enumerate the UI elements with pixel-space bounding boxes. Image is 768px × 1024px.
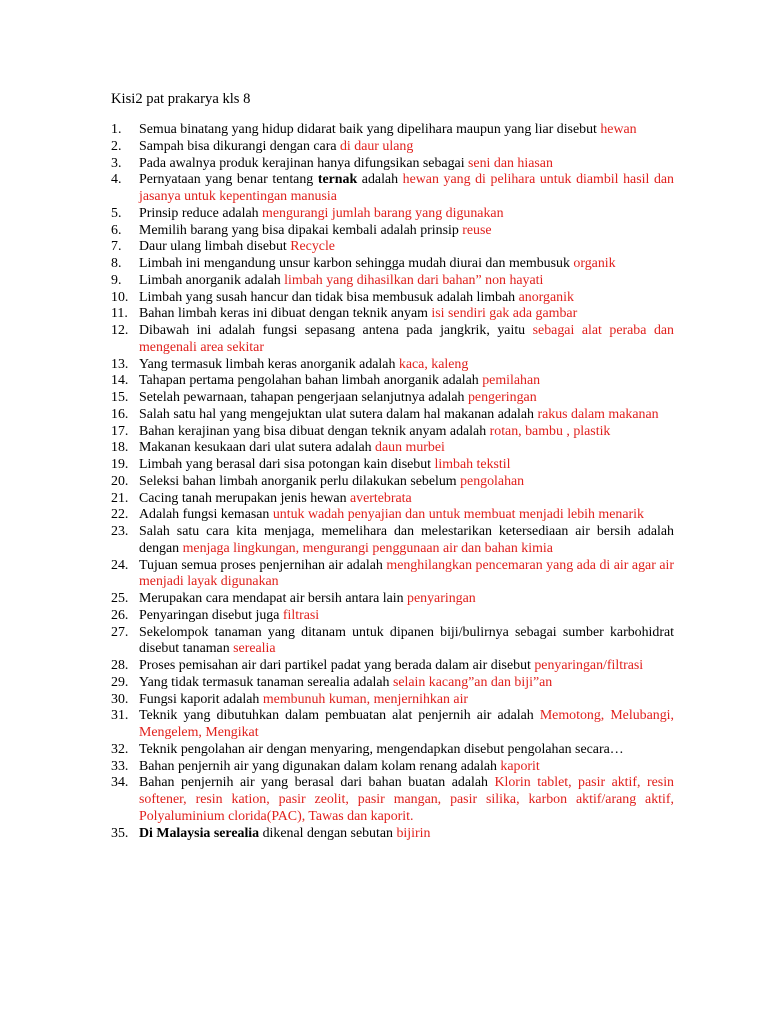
item-number: 5. [111, 205, 122, 221]
answer-text: untuk wadah penyajian dan untuk membuat menjadi lebih menarik [272, 507, 644, 523]
item-number: 19. [111, 457, 129, 472]
question-text: Bahan penjernih air yang berasal dari bahan buatan adalah [139, 775, 495, 791]
list-item [0, 591, 768, 608]
item-number: 25. [111, 591, 129, 606]
item-number: 15. [111, 390, 129, 405]
answer-text: sebagai alat peraba dan mengenali area sekitar [139, 323, 674, 355]
list-item [0, 625, 768, 659]
question-text: Teknik yang dibutuhkan dalam pembuatan alat penjernih air adalah [139, 708, 540, 724]
question-emphasis: ternak [317, 172, 358, 188]
question-text: Limbah yang berasal dari sisa potongan kain disebut [139, 457, 435, 472]
list-item [0, 708, 768, 742]
question-text: Merupakan cara mendapat air bersih antara lain [139, 591, 408, 606]
question-text: Tujuan semua proses penjernihan air adalah [139, 557, 387, 573]
item-number: 12. [111, 323, 129, 338]
question-emphasis: Di Malaysia serealia [139, 825, 260, 841]
item-number: 23. [111, 524, 129, 539]
list-item [0, 306, 768, 323]
list-item [0, 507, 768, 524]
item-number: 24. [111, 557, 129, 573]
question-list [0, 122, 768, 842]
answer-text: rakus dalam makanan [537, 406, 659, 422]
item-number: 17. [111, 423, 129, 439]
answer-text: Memotong, Melubangi, Mengelem, Mengikat [139, 708, 674, 740]
list-item [0, 457, 768, 474]
item-number: 26. [111, 607, 129, 623]
question-text: Limbah ini mengandung unsur karbon sehingga mudah diurai dan membusuk [139, 256, 574, 271]
list-item [0, 558, 768, 592]
item-number: 18. [111, 440, 129, 456]
question-text: Tahapan pertama pengolahan bahan limbah anorganik adalah [139, 373, 483, 389]
answer-text: kaca, kaleng [398, 356, 469, 372]
answer-text: serealia [233, 641, 276, 657]
item-number: 7. [111, 239, 122, 255]
question-text: Daur ulang limbah disebut [139, 239, 291, 255]
list-item [0, 206, 768, 223]
list-item [0, 759, 768, 776]
question-text: Semua binatang yang hidup didarat baik yang dipelihara maupun yang liar disebut [139, 122, 601, 137]
answer-text: di daur ulang [339, 138, 414, 154]
list-item [0, 407, 768, 424]
item-number: 16. [111, 406, 129, 422]
list-item [0, 156, 768, 173]
question-text: Limbah anorganik adalah [139, 272, 285, 288]
question-text: Makanan kesukaan dari ulat sutera adalah [139, 440, 376, 456]
list-item [0, 172, 768, 206]
question-text: Salah satu cara kita menjaga, memelihara dan melestarikan ketersediaan air bersih adalah dengan [139, 524, 674, 556]
answer-text: hewan [600, 122, 637, 137]
list-item [0, 373, 768, 390]
question-text: Yang termasuk limbah keras anorganik adalah [139, 356, 399, 372]
item-number: 32. [111, 741, 129, 757]
list-item [0, 675, 768, 692]
answer-text: kaporit [500, 758, 540, 774]
item-number: 11. [111, 306, 128, 322]
question-text: Bahan kerajinan yang bisa dibuat dengan teknik anyam adalah [139, 423, 490, 439]
list-item [0, 474, 768, 491]
list-item [0, 424, 768, 441]
item-number: 33. [111, 758, 129, 774]
answer-text: daun murbei [375, 440, 445, 456]
item-number: 21. [111, 490, 129, 506]
item-number: 30. [111, 691, 129, 707]
question-text: adalah [357, 172, 403, 188]
question-text: Pada awalnya produk kerajinan hanya difungsikan sebagai [139, 155, 469, 171]
question-text: Sekelompok tanaman yang ditanam untuk dipanen biji/bulirnya sebagai sumber karbohidrat disebut tanaman [139, 624, 674, 657]
list-item [0, 239, 768, 256]
question-text: Prinsip reduce adalah [139, 205, 263, 221]
document-title: Kisi2 pat prakarya kls 8 [111, 91, 251, 107]
question-text: Sampah bisa dikurangi dengan cara [139, 138, 340, 154]
list-item [0, 323, 768, 357]
list-item [0, 658, 768, 675]
answer-text: avertebrata [349, 490, 412, 506]
item-number: 1. [111, 122, 122, 137]
question-text: Fungsi kaporit adalah [139, 691, 263, 707]
question-text: Bahan penjernih air yang digunakan dalam kolam renang adalah [139, 758, 501, 774]
question-text: Salah satu hal yang mengejuktan ulat sutera dalam hal makanan adalah [139, 406, 538, 422]
question-text: Teknik pengolahan air dengan menyaring, mengendapkan disebut pengolahan secara… [139, 741, 624, 757]
list-item [0, 357, 768, 374]
item-number: 28. [111, 658, 129, 673]
list-item [0, 223, 768, 240]
list-item [0, 440, 768, 457]
answer-text: limbah yang dihasilkan dari bahan” non hayati [284, 272, 544, 288]
answer-text: penyaringan [407, 591, 476, 606]
item-number: 34. [111, 775, 129, 791]
answer-text: reuse [462, 222, 492, 238]
list-item [0, 524, 768, 558]
item-number: 35. [111, 825, 129, 841]
answer-text: rotan, bambu , plastik [489, 423, 611, 439]
question-text: Pernyataan yang benar tentang [139, 172, 318, 188]
list-item [0, 273, 768, 290]
question-text: Adalah fungsi kemasan [139, 507, 273, 523]
answer-text: anorganik [518, 289, 574, 305]
list-item [0, 290, 768, 307]
list-item [0, 139, 768, 156]
item-number: 6. [111, 222, 122, 238]
item-number: 14. [111, 373, 129, 389]
answer-text: membunuh kuman, menjernihkan air [262, 691, 469, 707]
list-item [0, 122, 768, 139]
list-item [0, 390, 768, 407]
question-text: Bahan limbah keras ini dibuat dengan teknik anyam [139, 306, 432, 322]
question-text: Memilih barang yang bisa dipakai kembali adalah prinsip [139, 222, 463, 238]
question-text: Yang tidak termasuk tanaman serealia adalah [139, 674, 393, 690]
item-number: 4. [111, 172, 122, 188]
item-number: 10. [111, 289, 129, 305]
answer-text: menghilangkan pencemaran yang ada di air agar air menjadi layak digunakan [139, 557, 674, 590]
list-item [0, 692, 768, 709]
item-number: 22. [111, 507, 129, 523]
list-item [0, 742, 768, 759]
list-item [0, 775, 768, 825]
answer-text: pemilahan [482, 373, 541, 389]
answer-text: pengolahan [460, 473, 525, 489]
answer-text: penyaringan/filtrasi [534, 658, 644, 673]
answer-text: menjaga lingkungan, mengurangi penggunaan air dan bahan kimia [182, 540, 553, 556]
item-number: 20. [111, 473, 129, 489]
answer-text: Recycle [290, 239, 335, 255]
answer-text: limbah tekstil [434, 457, 511, 472]
answer-text: bijirin [396, 825, 431, 841]
question-text: Cacing tanah merupakan jenis hewan [139, 490, 350, 506]
answer-text: selain kacang”an dan biji”an [392, 674, 553, 690]
question-text: Proses pemisahan air dari partikel padat yang berada dalam air disebut [139, 658, 535, 673]
answer-text: seni dan hiasan [468, 155, 553, 171]
question-text: Dibawah ini adalah fungsi sepasang antena pada jangkrik, yaitu [139, 323, 533, 338]
question-text: Setelah pewarnaan, tahapan pengerjaan selanjutnya adalah [139, 390, 468, 405]
question-text: Limbah yang susah hancur dan tidak bisa membusuk adalah limbah [139, 289, 519, 305]
item-number: 31. [111, 708, 129, 724]
item-number: 9. [111, 272, 122, 288]
answer-text: mengurangi jumlah barang yang digunakan [262, 205, 504, 221]
question-text: dikenal dengan sebutan [259, 825, 397, 841]
item-number: 2. [111, 138, 122, 154]
list-item [0, 608, 768, 625]
answer-text: organik [573, 256, 616, 271]
item-number: 27. [111, 624, 129, 640]
answer-text: isi sendiri gak ada gambar [431, 306, 578, 322]
question-text: Seleksi bahan limbah anorganik perlu dilakukan sebelum [139, 473, 461, 489]
item-number: 13. [111, 356, 129, 372]
answer-text: pengeringan [467, 390, 537, 405]
answer-text: hewan yang di pelihara untuk diambil hasil dan jasanya untuk kepentingan manusia [139, 172, 674, 204]
item-number: 3. [111, 155, 122, 171]
answer-text: filtrasi [282, 607, 320, 623]
item-number: 29. [111, 674, 129, 690]
item-number: 8. [111, 256, 122, 271]
question-text: Penyaringan disebut juga [139, 607, 283, 623]
list-item [0, 826, 768, 843]
list-item [0, 256, 768, 273]
answer-text: Klorin tablet, pasir aktif, resin softener, resin kation, pasir zeolit, pasir mangan, pasir silika, karbon aktif/arang aktif, Polyaluminium clorida(PAC), Tawas dan kaporit. [139, 775, 674, 824]
list-item [0, 491, 768, 508]
